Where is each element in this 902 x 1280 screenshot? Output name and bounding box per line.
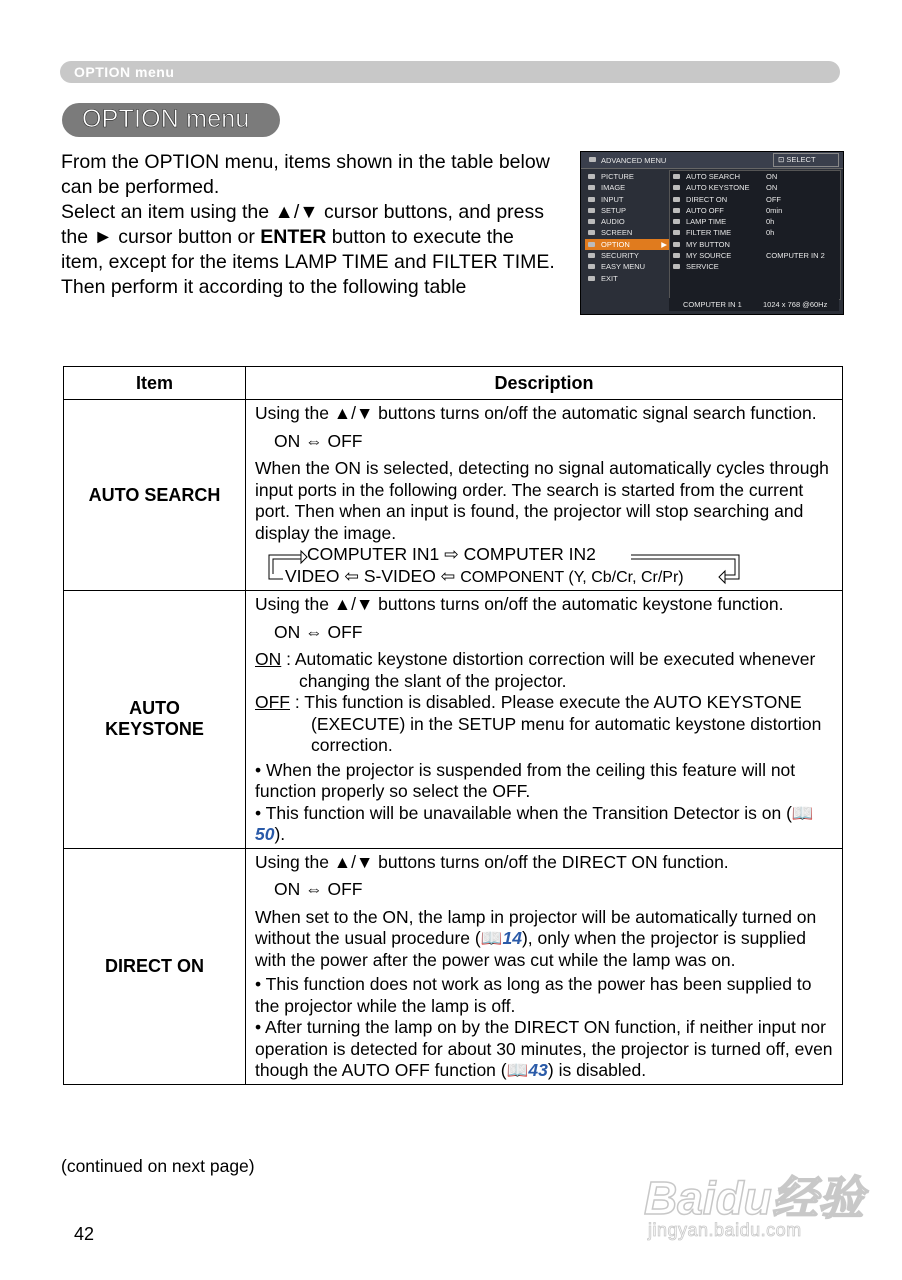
osd-item-setup	[585, 205, 669, 216]
osd-sub-label: AUTO KEYSTONE	[686, 183, 750, 193]
osd-sub-item	[670, 227, 840, 238]
desc-paragraph: Using the ▲/▼ buttons turns on/off the DIRECT ON function.	[255, 851, 729, 872]
osd-sub-label: DIRECT ON	[686, 194, 728, 204]
filter-time-icon	[673, 230, 680, 235]
desc-paragraph: When the ON is selected, detecting no signal automatically cycles through input ports in the following order. The search is started from the current port. Then when an input is found, the projector will stop searching and display the image.	[255, 458, 829, 543]
osd-item-label: PICTURE	[601, 172, 634, 181]
osd-item-input	[585, 194, 669, 205]
osd-sub-label: MY SOURCE	[686, 251, 732, 261]
intro-paragraph-2	[61, 200, 561, 300]
table-row-auto-keystone	[64, 591, 843, 849]
option-icon	[588, 242, 595, 247]
page-title: OPTION menu	[82, 105, 250, 133]
book-icon: 📖	[480, 928, 503, 948]
intro-text-part: button to execute the item, except for the items LAMP TIME and FILTER TIME. Then perform it according to the following table	[61, 226, 555, 298]
osd-item-image	[585, 182, 669, 193]
desc-auto-search	[246, 400, 843, 591]
direct-on-icon	[673, 197, 680, 202]
osd-sub-item	[670, 171, 840, 182]
osd-item-option	[585, 239, 669, 250]
desc-bullet: • This function does not work as long as the power has been supplied to the projector while the lamp is off.	[255, 974, 812, 1016]
toggle-values: ON ⇔ OFF	[274, 621, 363, 642]
osd-sub-label: AUTO SEARCH	[686, 172, 741, 181]
paragraph-text: When set to the ON, the lamp in projector will be automatically turned on without the usual procedure (	[255, 906, 817, 948]
reference-page-number: 43	[528, 1060, 548, 1080]
watermark	[644, 1150, 864, 1245]
input-icon	[588, 197, 595, 202]
osd-item-exit	[585, 273, 669, 284]
off-explanation	[255, 692, 836, 757]
item-label-line: AUTO	[129, 698, 180, 719]
toggle-values: ON ⇔ OFF	[274, 430, 363, 451]
osd-menu-screenshot	[580, 151, 844, 315]
audio-icon	[588, 219, 595, 224]
toggle-values: ON ⇔ OFF	[274, 879, 363, 899]
option-table	[63, 366, 843, 1085]
image-icon	[588, 185, 595, 190]
osd-sub-item	[670, 239, 840, 250]
osd-sub-label: SERVICE	[686, 262, 719, 272]
osd-select-label: ⊡ SELECT	[773, 153, 839, 167]
osd-sub-label: FILTER TIME	[686, 228, 732, 238]
exit-icon	[588, 276, 595, 281]
flow-line-1: COMPUTER IN1 ⇨ COMPUTER IN2	[307, 544, 596, 564]
page-number: 42	[74, 1224, 95, 1244]
osd-sub-item	[670, 261, 840, 272]
desc-auto-keystone	[246, 591, 843, 849]
section-header-bar	[60, 61, 840, 83]
table-header-row	[64, 367, 843, 400]
osd-sub-value: 0min	[766, 205, 783, 215]
flow-line-2-text: VIDEO ⇦ S-VIDEO ⇦	[285, 566, 461, 586]
osd-item-label: INPUT	[601, 194, 624, 204]
osd-title: ADVANCED MENU	[601, 156, 667, 165]
reference-page-number: 14	[502, 928, 522, 948]
setup-icon	[588, 208, 595, 213]
osd-select-text: SELECT	[786, 155, 816, 164]
auto-search-icon	[673, 174, 680, 179]
osd-sub-value: COMPUTER IN 2	[766, 251, 825, 261]
osd-item-label: SECURITY	[601, 251, 639, 261]
service-icon	[673, 264, 680, 269]
item-label-line: KEYSTONE	[105, 719, 204, 740]
bullet-text: ) is disabled.	[547, 1060, 647, 1080]
watermark-logo: Baidu经验	[644, 1172, 864, 1224]
osd-sub-value: ON	[766, 183, 778, 193]
flow-line-2	[285, 566, 684, 589]
osd-item-label: SCREEN	[601, 228, 633, 238]
book-icon: 📖	[506, 1060, 529, 1080]
desc-bullet	[255, 803, 836, 846]
item-auto-search: AUTO SEARCH	[64, 400, 246, 591]
item-auto-keystone	[64, 591, 246, 849]
osd-item-label: OPTION	[601, 239, 630, 249]
screen-icon	[588, 230, 595, 235]
osd-status-bar	[669, 298, 839, 311]
intro-text	[61, 150, 561, 300]
intro-paragraph-1: From the OPTION menu, items shown in the table below can be performed.	[61, 151, 550, 198]
osd-sub-item	[670, 216, 840, 227]
security-icon	[588, 253, 595, 258]
on-label: ON	[255, 649, 282, 669]
my-source-icon	[673, 253, 680, 258]
auto-keystone-icon	[673, 185, 680, 190]
osd-item-label: AUDIO	[601, 217, 625, 227]
osd-item-screen	[585, 227, 669, 238]
osd-header	[581, 152, 843, 169]
page-reference[interactable]	[507, 1060, 548, 1080]
watermark-url: jingyan.baidu.com	[648, 1220, 802, 1240]
osd-option-submenu	[669, 170, 841, 300]
bullet-text: • After turning the lamp on by the DIRECT ON function, if neither input nor operation is detected for about 30 minutes, the projector is turned off, even though the AUTO OFF function (	[255, 1017, 833, 1080]
osd-sub-label: LAMP TIME	[686, 217, 727, 227]
desc-direct-on	[246, 848, 843, 1084]
osd-signal-info: 1024 x 768 @60Hz	[763, 300, 828, 309]
osd-sub-item	[670, 194, 840, 205]
osd-sub-value: 0h	[766, 228, 775, 238]
osd-current-input: COMPUTER IN 1	[683, 300, 742, 309]
enter-key-label: ENTER	[260, 226, 327, 248]
desc-paragraph	[255, 907, 836, 972]
triangle-right-icon: ▶	[661, 239, 667, 249]
book-icon: 📖	[791, 802, 814, 823]
table-row-direct-on	[64, 848, 843, 1084]
osd-sub-item	[670, 250, 840, 261]
header-item: Item	[64, 367, 246, 400]
continued-note: (continued on next page)	[61, 1156, 255, 1176]
osd-item-easy-menu	[585, 261, 669, 272]
off-text: : This function is disabled. Please execute the AUTO KEYSTONE (EXECUTE) in the SETUP menu for automatic keystone distortion correction.	[290, 692, 822, 755]
lamp-time-icon	[673, 219, 680, 224]
osd-sub-value: 0h	[766, 217, 775, 227]
paragraph-text: ), only when the projector is supplied with the power after the power was cut while the lamp was on.	[255, 928, 807, 970]
desc-bullet	[255, 1017, 836, 1082]
osd-item-label: EXIT	[601, 273, 618, 283]
picture-icon	[588, 174, 595, 179]
osd-item-label: IMAGE	[601, 183, 626, 193]
intro-text-part: Select an item using the ▲/▼ cursor buttons, and press the ► cursor button or	[61, 201, 545, 248]
desc-paragraph: Using the ▲/▼ buttons turns on/off the automatic keystone function.	[255, 594, 784, 614]
osd-item-picture	[585, 171, 669, 182]
table-row-auto-search	[64, 400, 843, 591]
section-header-label: OPTION menu	[74, 64, 175, 80]
item-direct-on: DIRECT ON	[64, 848, 246, 1084]
osd-item-audio	[585, 216, 669, 227]
osd-item-security	[585, 250, 669, 261]
osd-sub-label: AUTO OFF	[686, 205, 724, 215]
reference-page-number: 50	[255, 824, 275, 844]
osd-sub-item	[670, 182, 840, 193]
desc-bullet: • When the projector is suspended from the ceiling this feature will not function properly so select the OFF.	[255, 759, 796, 801]
input-search-order-diagram	[255, 544, 836, 588]
flow-line-2-component: COMPONENT (Y, Cb/Cr, Cr/Pr)	[460, 569, 684, 586]
off-label: OFF	[255, 692, 290, 712]
bullet-text: • This function will be unavailable when the Transition Detector is on (	[255, 802, 792, 823]
easy-menu-icon	[588, 264, 595, 269]
header-description: Description	[246, 367, 843, 400]
bullet-text: ).	[274, 824, 286, 844]
osd-item-label: EASY MENU	[601, 262, 646, 272]
page-reference[interactable]	[481, 928, 522, 948]
osd-sub-value: OFF	[766, 194, 781, 204]
my-button-icon	[673, 242, 680, 247]
osd-sub-label: MY BUTTON	[686, 239, 730, 249]
menu-icon	[589, 157, 596, 162]
osd-sub-value: ON	[766, 172, 778, 181]
page-title-pill	[62, 103, 280, 137]
auto-off-icon	[673, 208, 680, 213]
on-text: : Automatic keystone distortion correction will be executed whenever changing the slant of the projector.	[281, 649, 816, 691]
osd-item-label: SETUP	[601, 205, 627, 215]
osd-main-list	[585, 171, 669, 284]
osd-sub-item	[670, 205, 840, 216]
desc-paragraph: Using the ▲/▼ buttons turns on/off the automatic signal search function.	[255, 403, 817, 423]
on-explanation	[255, 649, 836, 692]
